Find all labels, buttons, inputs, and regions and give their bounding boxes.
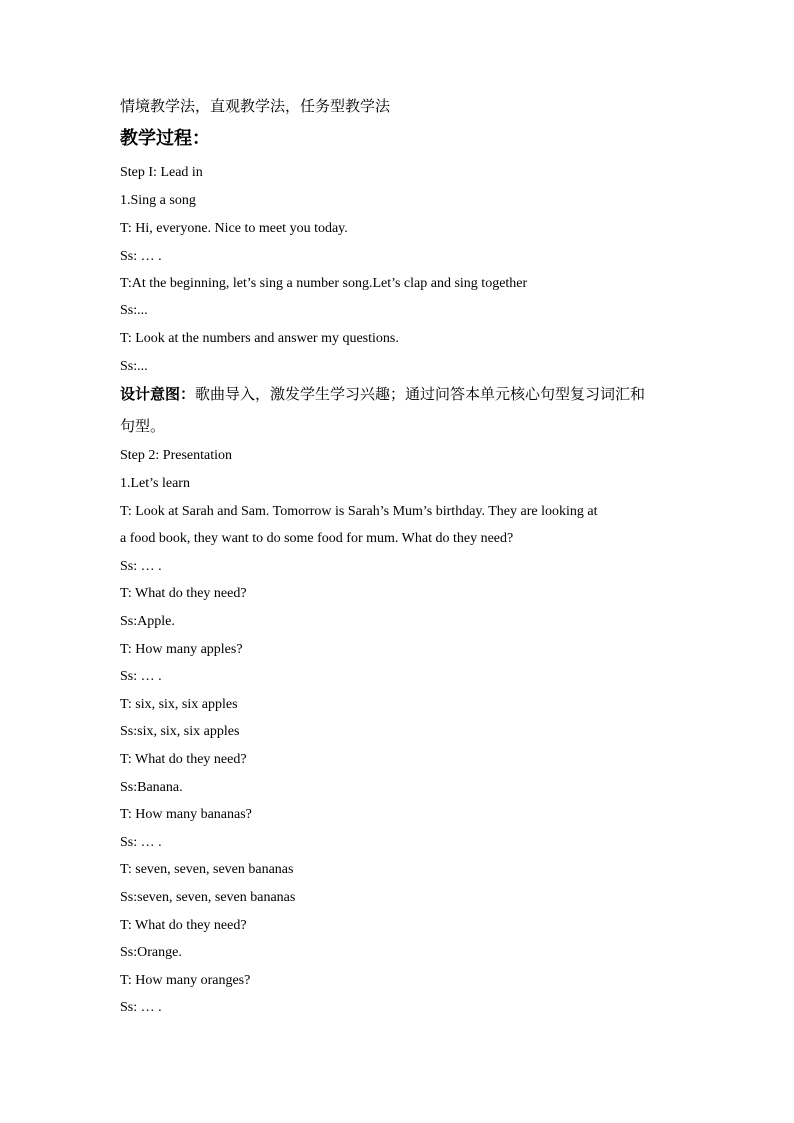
dialogue-line: Ss:Apple. — [120, 614, 175, 629]
step1-title: Step I: Lead in — [120, 165, 203, 180]
dialogue-line: Ss:six, six, six apples — [120, 724, 240, 739]
dialogue-line: Ss: … . — [120, 249, 162, 264]
design-intent-text: 歌曲导入，激发学生学习兴趣；通过问答本单元核心句型复习词汇和 — [195, 385, 646, 403]
dialogue-line: Ss:... — [120, 359, 148, 374]
dialogue-line: Ss: … . — [120, 669, 162, 684]
dialogue-line: Ss:Banana. — [120, 780, 183, 795]
dialogue-line: Ss: … . — [120, 835, 162, 850]
dialogue-line: T: What do they need? — [120, 918, 247, 933]
process-heading: 教学过程： — [120, 128, 210, 149]
dialogue-line: T: How many oranges? — [120, 973, 251, 988]
step2-title: Step 2: Presentation — [120, 448, 232, 463]
design-intent-1 — [120, 385, 680, 403]
dialogue-line: T: How many apples? — [120, 642, 243, 657]
design-intent-continuation: 句型。 — [120, 417, 166, 435]
teaching-methods: 情境教学法，直观教学法，任务型教学法 — [120, 97, 391, 115]
dialogue-line: Ss: … . — [120, 1000, 162, 1015]
dialogue-line: T: What do they need? — [120, 752, 247, 767]
step1-subtitle: 1.Sing a song — [120, 193, 196, 208]
dialogue-line: T: Look at the numbers and answer my questions. — [120, 331, 399, 346]
paragraph-line-2: a food book, they want to do some food for mum. What do they need? — [120, 531, 514, 546]
dialogue-line: T: seven, seven, seven bananas — [120, 862, 294, 877]
dialogue-line: T: What do they need? — [120, 586, 247, 601]
dialogue-line: Ss: … . — [120, 559, 162, 574]
dialogue-line: T: How many bananas? — [120, 807, 252, 822]
dialogue-line: Ss:... — [120, 303, 148, 318]
dialogue-line: T: Hi, everyone. Nice to meet you today. — [120, 221, 348, 236]
dialogue-line: T: six, six, six apples — [120, 697, 238, 712]
design-intent-label: 设计意图： — [120, 385, 196, 403]
dialogue-line: Ss:Orange. — [120, 945, 182, 960]
dialogue-line: Ss:seven, seven, seven bananas — [120, 890, 296, 905]
step2-subtitle: 1.Let’s learn — [120, 476, 190, 491]
dialogue-line: T:At the beginning, let’s sing a number song.Let’s clap and sing together — [120, 276, 528, 291]
paragraph-line-1: T: Look at Sarah and Sam. Tomorrow is Sarah’s Mum’s birthday. They are looking at — [120, 504, 598, 519]
